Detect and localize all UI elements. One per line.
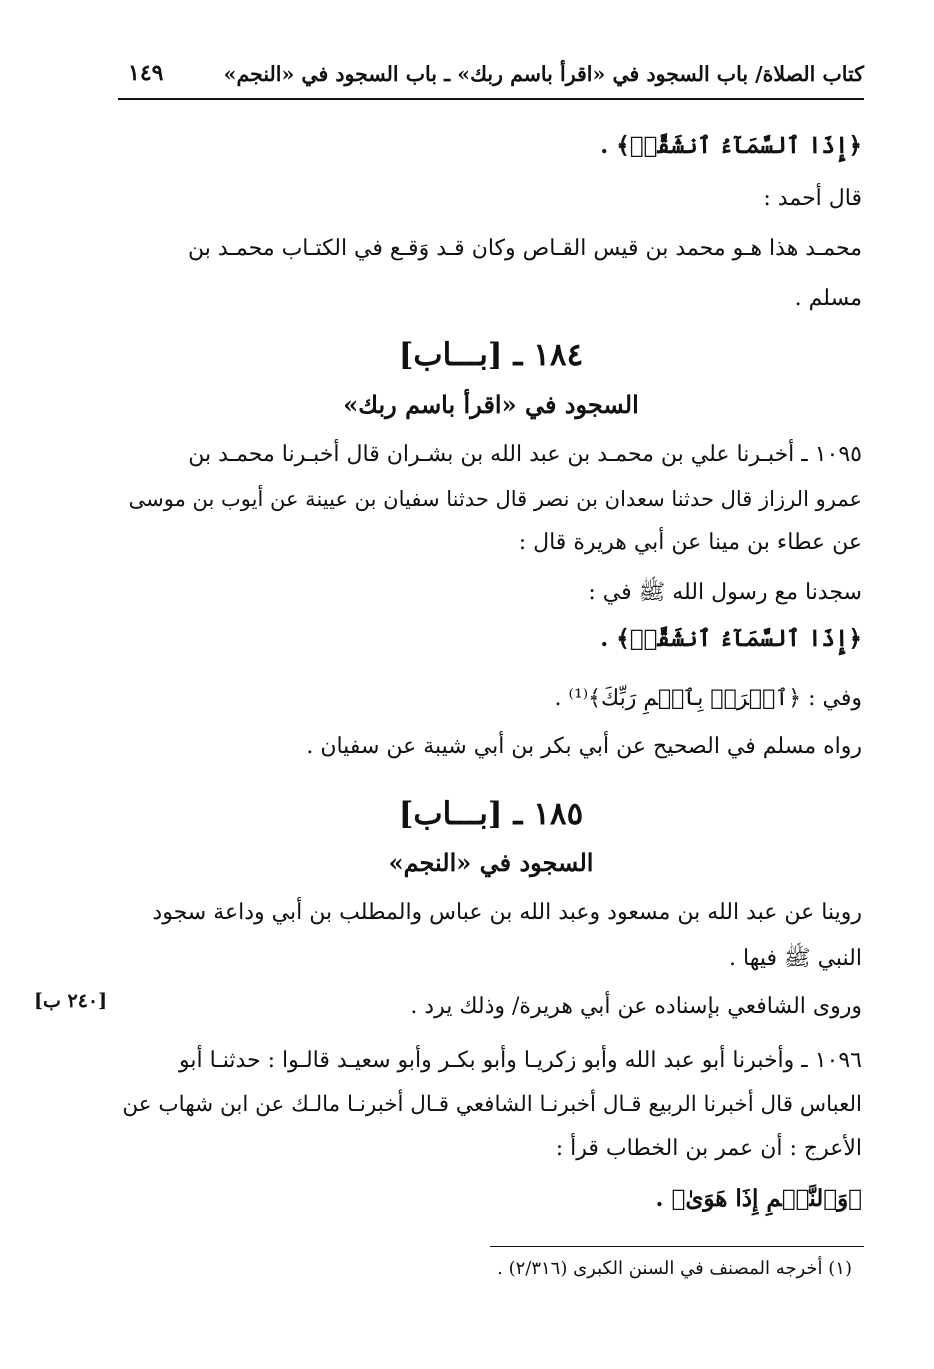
- chapter-heading-184: ١٨٤ ـ [بـــاب]: [398, 337, 584, 373]
- verse-line: ﴿إِذَا ٱلسَّمَآءُ ٱنشَقَّتۡ﴾ .: [600, 625, 862, 652]
- text-line: سجدنا مع رسول الله ﷺ في :: [588, 580, 862, 605]
- text-line: روينا عن عبد الله بن مسعود وعبد الله بن عباس والمطلب بن أبي وداعة سجود: [152, 900, 862, 925]
- hadith-1095-line: ١٠٩٥ ـ أخبـرنا علي بن محمـد بن عبد الله بن بشـران قال أخبـرنا محمـد بن: [188, 442, 862, 467]
- page-number: ١٤٩: [128, 60, 164, 86]
- text-line: رواه مسلم في الصحيح عن أبي بكر بن أبي شيبة عن سفيان .: [306, 734, 862, 759]
- manuscript-folio-note: [٢٤٠ ب]: [34, 990, 108, 1012]
- verse-line: ﴿وَٱلنَّجۡمِ إِذَا هَوَىٰ﴾ .: [655, 1185, 862, 1212]
- text-line: الأعرج : أن عمر بن الخطاب قرأ :: [555, 1136, 862, 1161]
- text-line: عمرو الرزاز قال حدثنا سعدان بن نصر قال حدثنا سفيان بن عيينة عن أيوب بن موسى: [128, 487, 862, 511]
- footnote-divider: [490, 1246, 864, 1247]
- text-line: العباس قال أخبرنا الربيع قـال أخبرنـا الشافعي قـال أخبرنـا مالـك عن ابن شهاب عن: [122, 1092, 862, 1117]
- footnote: (١) أخرجه المصنف في السنن الكبرى (٢/٣١٦) .: [497, 1258, 852, 1279]
- text-line: عن عطاء بن مينا عن أبي هريرة قال :: [518, 530, 862, 555]
- chapter-subtitle-184: السجود في «اقرأ باسم ربك»: [343, 390, 639, 419]
- text-line: مسلم .: [794, 286, 862, 311]
- page-header: [118, 58, 864, 100]
- running-title: كتاب الصلاة/ باب السجود في «اقرأ باسم ربك» ـ باب السجود في «النجم»: [223, 62, 864, 86]
- text-line: قال أحمد :: [763, 186, 862, 211]
- text-line: وروى الشافعي بإسناده عن أبي هريرة/ وذلك يرد .: [410, 994, 862, 1019]
- text-line: محمـد هذا هـو محمد بن قيس القـاص وكان قـد وَقـع في الكتـاب محمـد بن: [188, 236, 862, 261]
- text-line: وفي : ﴿ٱقۡرَأۡ بِٱسۡمِ رَبِّكَ﴾⁽¹⁾ .: [554, 686, 862, 711]
- verse-line: ﴿إِذَا ٱلسَّمَآءُ ٱنشَقَّتۡ﴾ .: [600, 132, 862, 159]
- text-line: النبي ﷺ فيها .: [729, 946, 862, 971]
- hadith-1096-line: ١٠٩٦ ـ وأخبرنا أبو عبد الله وأبو زكريـا وأبو بكـر وأبو سعيـد قالـوا : حدثنـا أبو: [179, 1048, 862, 1073]
- chapter-subtitle-185: السجود في «النجم»: [388, 848, 594, 877]
- chapter-heading-185: ١٨٥ ـ [بـــاب]: [398, 796, 584, 832]
